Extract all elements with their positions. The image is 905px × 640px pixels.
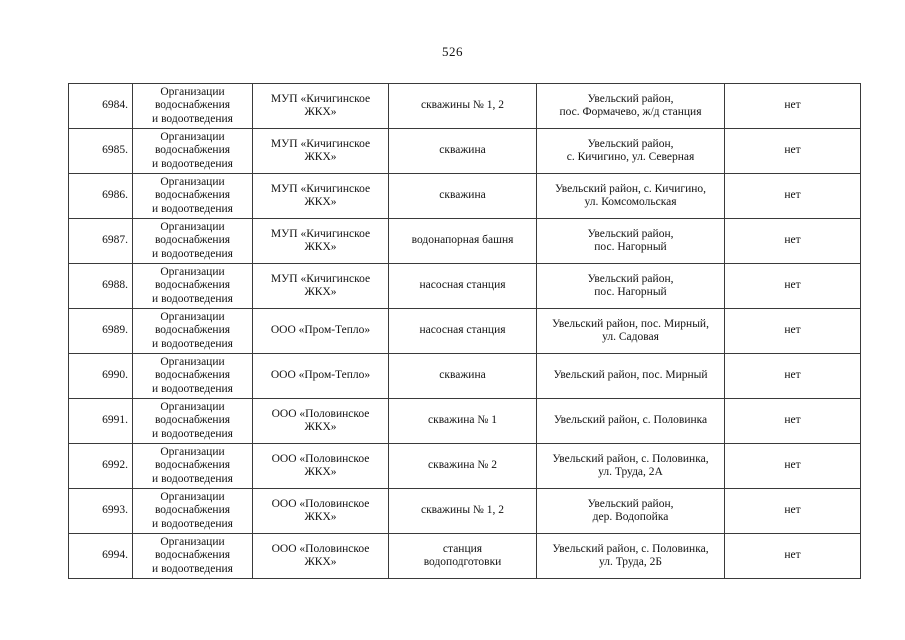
- table-row: [69, 354, 861, 399]
- flag-cell: нет: [725, 264, 861, 309]
- facility-cell: скважины № 1, 2: [389, 489, 537, 534]
- table-row: [69, 264, 861, 309]
- table-row: [69, 174, 861, 219]
- flag-cell: нет: [725, 399, 861, 444]
- address-cell: Увельский район, с. Кичигино, ул. Комсомольская: [537, 174, 725, 219]
- facility-cell: скважина № 2: [389, 444, 537, 489]
- row-number-cell: 6991.: [69, 399, 133, 444]
- address-cell: Увельский район, с. Половинка, ул. Труда, 2Б: [537, 534, 725, 579]
- address-cell: Увельский район, пос. Формачево, ж/д станция: [537, 84, 725, 129]
- flag-cell: нет: [725, 129, 861, 174]
- table-row: [69, 534, 861, 579]
- organization-name-cell: ООО «Пром-Тепло»: [253, 354, 389, 399]
- organization-type-cell: Организации водоснабжения и водоотведения: [133, 534, 253, 579]
- row-number-cell: 6990.: [69, 354, 133, 399]
- flag-cell: нет: [725, 489, 861, 534]
- table-row: [69, 399, 861, 444]
- table-row: [69, 489, 861, 534]
- address-cell: Увельский район, с. Кичигино, ул. Северная: [537, 129, 725, 174]
- flag-cell: нет: [725, 84, 861, 129]
- organization-name-cell: МУП «Кичигинское ЖКХ»: [253, 264, 389, 309]
- table-row: [69, 84, 861, 129]
- row-number-cell: 6989.: [69, 309, 133, 354]
- address-cell: Увельский район, пос. Нагорный: [537, 264, 725, 309]
- table-row: [69, 444, 861, 489]
- row-number-cell: 6984.: [69, 84, 133, 129]
- organization-type-cell: Организации водоснабжения и водоотведения: [133, 129, 253, 174]
- organization-type-cell: Организации водоснабжения и водоотведения: [133, 489, 253, 534]
- address-cell: Увельский район, дер. Водопойка: [537, 489, 725, 534]
- row-number-cell: 6992.: [69, 444, 133, 489]
- organization-name-cell: ООО «Половинское ЖКХ»: [253, 399, 389, 444]
- flag-cell: нет: [725, 534, 861, 579]
- organization-type-cell: Организации водоснабжения и водоотведения: [133, 399, 253, 444]
- organization-type-cell: Организации водоснабжения и водоотведения: [133, 444, 253, 489]
- organization-name-cell: МУП «Кичигинское ЖКХ»: [253, 84, 389, 129]
- table-row: [69, 219, 861, 264]
- organization-type-cell: Организации водоснабжения и водоотведения: [133, 84, 253, 129]
- row-number-cell: 6986.: [69, 174, 133, 219]
- organization-name-cell: МУП «Кичигинское ЖКХ»: [253, 174, 389, 219]
- table-row: [69, 129, 861, 174]
- facility-cell: скважина № 1: [389, 399, 537, 444]
- table-row: [69, 309, 861, 354]
- address-cell: Увельский район, с. Половинка, ул. Труда, 2А: [537, 444, 725, 489]
- page-number: 526: [442, 44, 463, 59]
- flag-cell: нет: [725, 354, 861, 399]
- address-cell: Увельский район, с. Половинка: [537, 399, 725, 444]
- facility-cell: скважина: [389, 129, 537, 174]
- facility-cell: станция водоподготовки: [389, 534, 537, 579]
- flag-cell: нет: [725, 309, 861, 354]
- organization-name-cell: ООО «Половинское ЖКХ»: [253, 489, 389, 534]
- address-cell: Увельский район, пос. Мирный, ул. Садовая: [537, 309, 725, 354]
- flag-cell: нет: [725, 219, 861, 264]
- facility-cell: насосная станция: [389, 264, 537, 309]
- organization-type-cell: Организации водоснабжения и водоотведения: [133, 264, 253, 309]
- row-number-cell: 6985.: [69, 129, 133, 174]
- flag-cell: нет: [725, 174, 861, 219]
- row-number-cell: 6987.: [69, 219, 133, 264]
- flag-cell: нет: [725, 444, 861, 489]
- facility-cell: скважина: [389, 354, 537, 399]
- row-number-cell: 6994.: [69, 534, 133, 579]
- organization-name-cell: ООО «Половинское ЖКХ»: [253, 534, 389, 579]
- address-cell: Увельский район, пос. Нагорный: [537, 219, 725, 264]
- facility-cell: водонапорная башня: [389, 219, 537, 264]
- organization-type-cell: Организации водоснабжения и водоотведения: [133, 174, 253, 219]
- organization-type-cell: Организации водоснабжения и водоотведения: [133, 309, 253, 354]
- facility-cell: скважины № 1, 2: [389, 84, 537, 129]
- row-number-cell: 6993.: [69, 489, 133, 534]
- organization-name-cell: МУП «Кичигинское ЖКХ»: [253, 219, 389, 264]
- organization-name-cell: ООО «Пром-Тепло»: [253, 309, 389, 354]
- address-cell: Увельский район, пос. Мирный: [537, 354, 725, 399]
- registry-table: [68, 83, 861, 579]
- organization-type-cell: Организации водоснабжения и водоотведения: [133, 219, 253, 264]
- registry-table-body: [69, 84, 861, 579]
- organization-type-cell: Организации водоснабжения и водоотведения: [133, 354, 253, 399]
- row-number-cell: 6988.: [69, 264, 133, 309]
- facility-cell: насосная станция: [389, 309, 537, 354]
- organization-name-cell: МУП «Кичигинское ЖКХ»: [253, 129, 389, 174]
- facility-cell: скважина: [389, 174, 537, 219]
- organization-name-cell: ООО «Половинское ЖКХ»: [253, 444, 389, 489]
